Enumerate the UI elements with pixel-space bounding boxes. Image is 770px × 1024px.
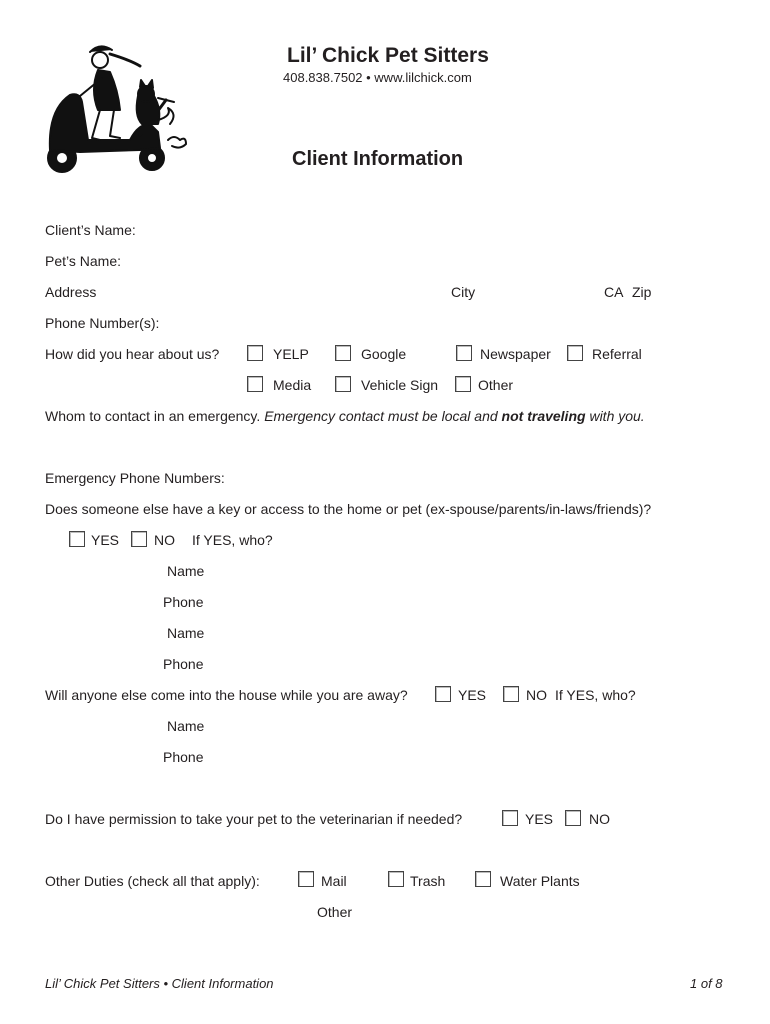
key-access-question: Does someone else have a key or access to the home or pet (ex-spouse/parents/in-laws/friends)? — [45, 501, 652, 517]
key-name-label-2: Name — [167, 625, 205, 641]
duties-question: Other Duties (check all that apply): — [45, 873, 260, 889]
key-name-label-1: Name — [167, 563, 205, 579]
pet-name-label: Pet’s Name: — [45, 253, 121, 269]
client-name-label: Client’s Name: — [45, 222, 136, 238]
checkbox-google[interactable] — [335, 345, 351, 361]
visitors-question: Will anyone else come into the house while you are away? — [45, 687, 408, 703]
visitors-no-label: NO — [526, 687, 547, 703]
emergency-contact-line — [45, 408, 645, 424]
checkbox-referral-other[interactable] — [455, 376, 471, 392]
vet-question: Do I have permission to take your pet to the veterinarian if needed? — [45, 811, 463, 827]
logo-scooter-illustration — [40, 40, 190, 180]
checkbox-newspaper[interactable] — [456, 345, 472, 361]
duty-other-label: Other — [317, 904, 353, 920]
duty-water-plants-label: Water Plants — [500, 873, 580, 889]
city-label: City — [451, 284, 476, 300]
zip-label: Zip — [632, 284, 652, 300]
company-contact: 408.838.7502 • www.lilchick.com — [283, 70, 472, 85]
vet-no-label: NO — [589, 811, 610, 827]
option-other-label: Other — [478, 377, 514, 393]
visitors-yes-label: YES — [458, 687, 487, 703]
checkbox-visitors-yes[interactable] — [435, 686, 451, 702]
key-if-yes-label: If YES, who? — [192, 532, 273, 548]
referral-question: How did you hear about us? — [45, 346, 220, 362]
visitors-name-label: Name — [167, 718, 205, 734]
state-label: CA — [604, 284, 624, 300]
option-yelp-label: YELP — [273, 346, 309, 362]
emergency-note-bold: not traveling — [501, 408, 586, 424]
checkbox-referral[interactable] — [567, 345, 583, 361]
key-phone-label-1: Phone — [163, 594, 204, 610]
duty-mail-label: Mail — [321, 873, 347, 889]
checkbox-vehicle-sign[interactable] — [335, 376, 351, 392]
option-vehicle-sign-label: Vehicle Sign — [361, 377, 439, 393]
option-google-label: Google — [361, 346, 407, 362]
checkbox-water-plants[interactable] — [475, 871, 491, 887]
duty-trash-label: Trash — [410, 873, 446, 889]
key-no-label: NO — [154, 532, 175, 548]
checkbox-visitors-no[interactable] — [503, 686, 519, 702]
checkbox-key-no[interactable] — [131, 531, 147, 547]
key-yes-label: YES — [91, 532, 120, 548]
emergency-contact-label: Whom to contact in an emergency. — [45, 408, 261, 424]
visitors-if-yes-label: If YES, who? — [555, 687, 636, 703]
key-phone-label-2: Phone — [163, 656, 204, 672]
emergency-note-part2: with you. — [589, 408, 645, 424]
vet-yes-label: YES — [525, 811, 554, 827]
option-media-label: Media — [273, 377, 312, 393]
option-referral-label: Referral — [592, 346, 642, 362]
option-newspaper-label: Newspaper — [480, 346, 551, 362]
checkbox-vet-no[interactable] — [565, 810, 581, 826]
phone-numbers-label: Phone Number(s): — [45, 315, 160, 331]
checkbox-yelp[interactable] — [247, 345, 263, 361]
checkbox-media[interactable] — [247, 376, 263, 392]
checkbox-mail[interactable] — [298, 871, 314, 887]
checkbox-key-yes[interactable] — [69, 531, 85, 547]
checkbox-vet-yes[interactable] — [502, 810, 518, 826]
emergency-phone-label: Emergency Phone Numbers: — [45, 470, 225, 486]
form-title: Client Information — [292, 148, 464, 170]
emergency-note-part1: Emergency contact must be local and — [264, 408, 498, 424]
address-label: Address — [45, 284, 97, 300]
checkbox-trash[interactable] — [388, 871, 404, 887]
company-name: Lil’ Chick Pet Sitters — [287, 44, 489, 67]
footer-title: Lil’ Chick Pet Sitters • Client Information — [45, 976, 274, 991]
page-number: 1 of 8 — [690, 976, 723, 991]
visitors-phone-label: Phone — [163, 749, 204, 765]
